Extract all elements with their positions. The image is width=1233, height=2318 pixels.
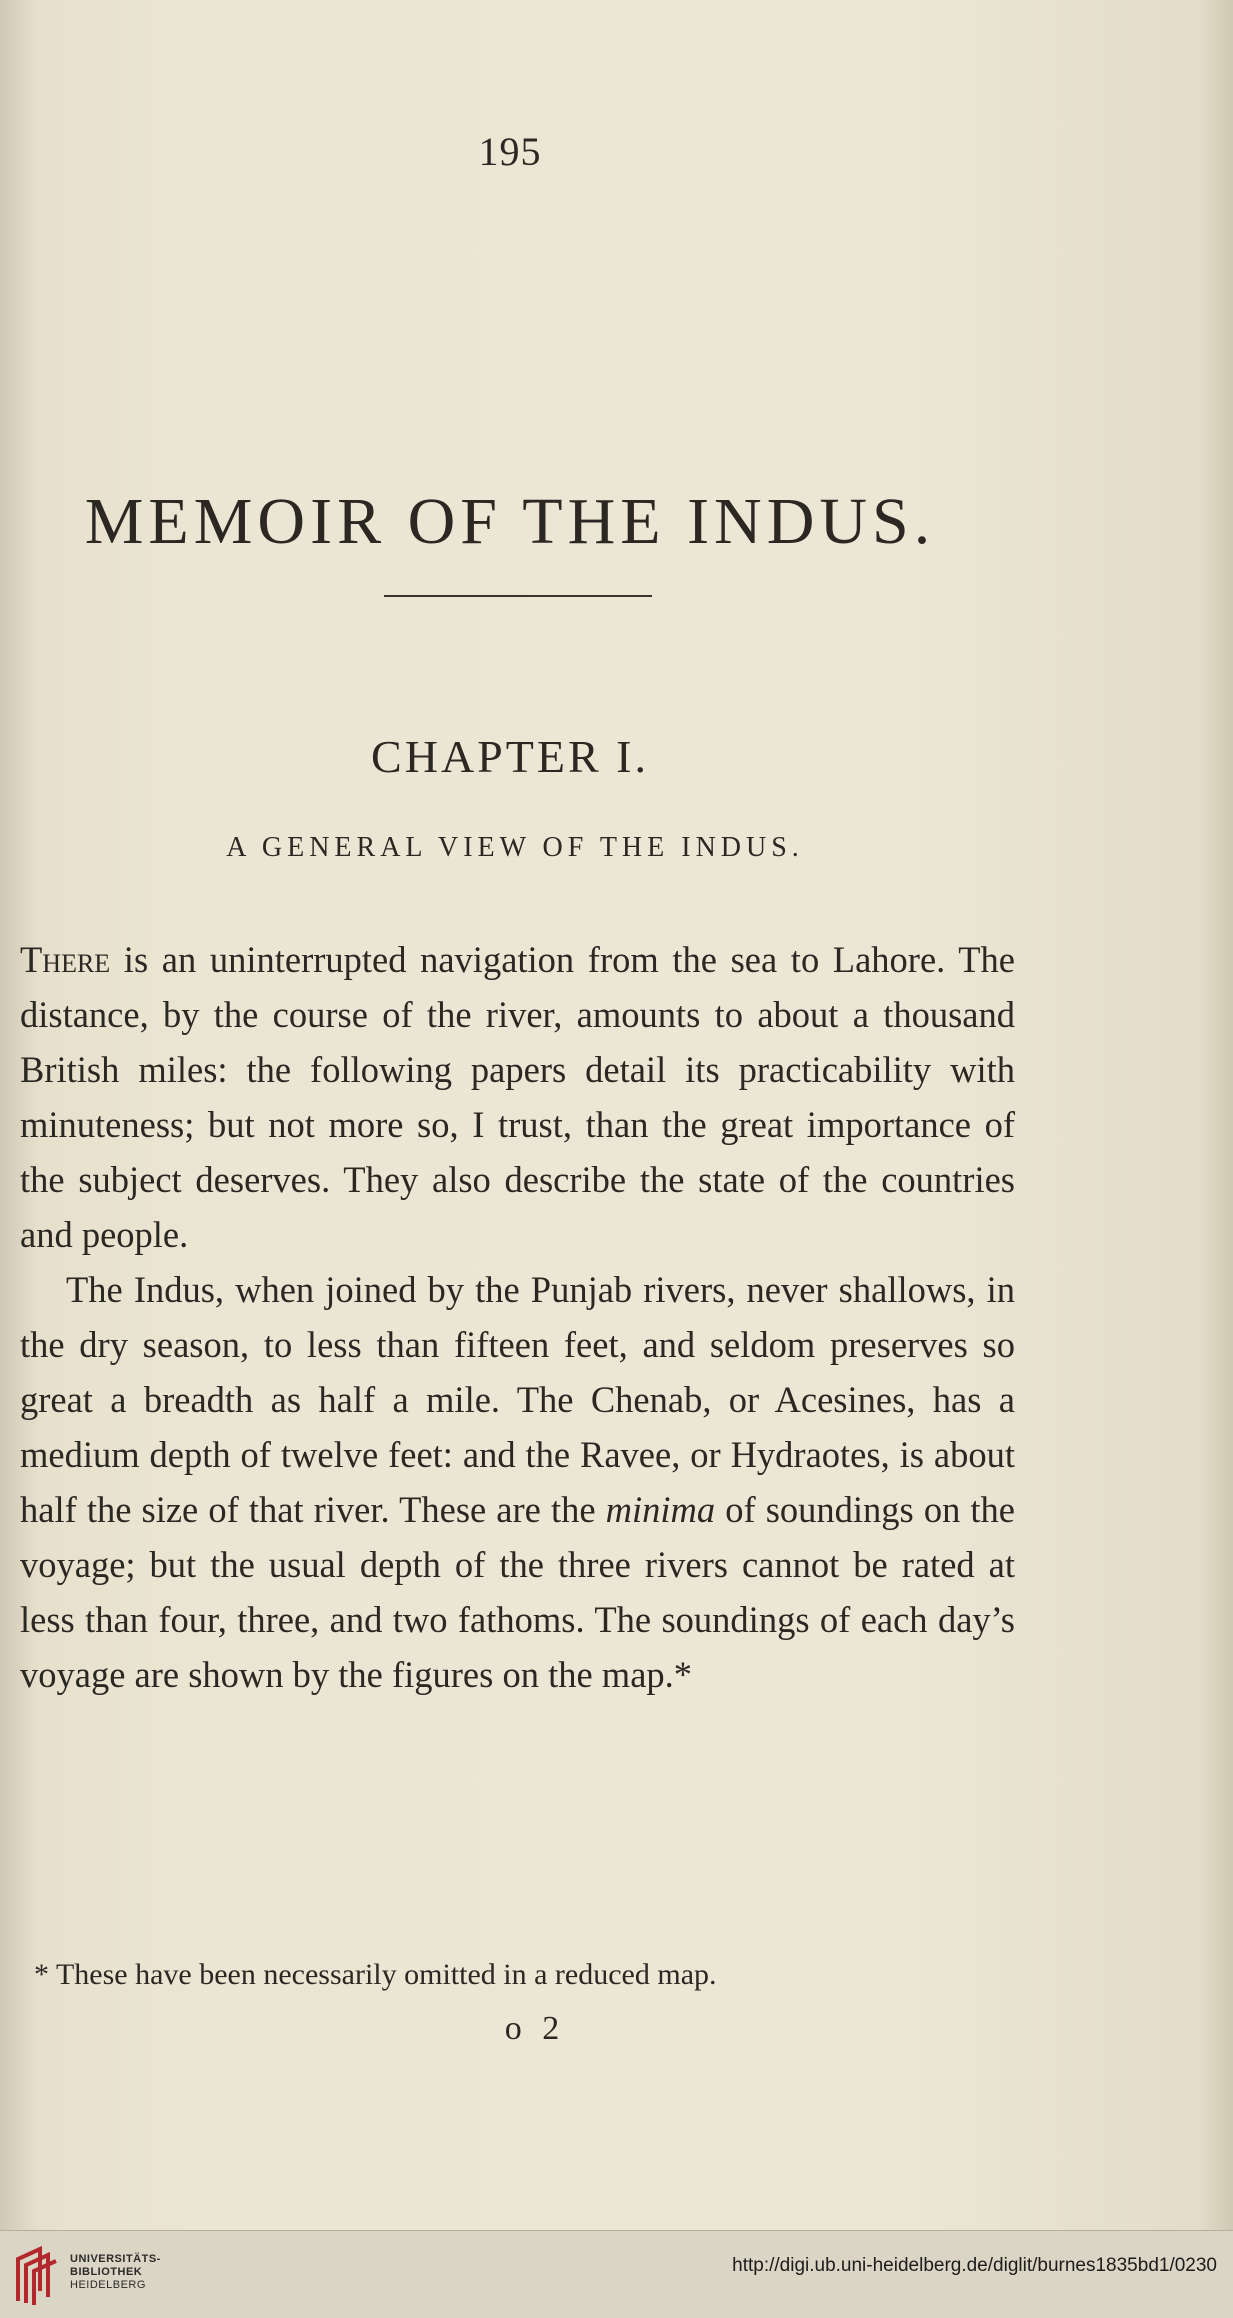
library-name-line-1: UNIVERSITÄTS- <box>70 2253 161 2265</box>
footer-bar <box>0 2230 1233 2318</box>
page-title: MEMOIR OF THE INDUS. <box>84 485 936 559</box>
paragraph-1-text: is an uninterrupted navigation from the sea to Lahore. The distance, by the course of the river, amounts to about a thousand British miles: the following papers detail its practicability with minuteness; but not more so, I trust, than the great importance of the subject deserves. They also describe the state of the countries and people. <box>20 939 1015 1255</box>
footnote: * These have been necessarily omitted in a reduced map. <box>34 1958 717 1991</box>
paragraph-lead-word: There <box>20 939 111 980</box>
chapter-subtitle: A GENERAL VIEW OF THE INDUS. <box>226 832 804 863</box>
chapter-heading: CHAPTER I. <box>371 731 649 782</box>
library-name-line-2: BIBLIOTHEK <box>70 2266 143 2278</box>
paragraph-1 <box>20 932 1015 1262</box>
paragraph-2-text-b: of soundings on the voyage; but the usual depth of the three rivers cannot be rated at less than four, three, and two fathoms. The soundings of each day’s voyage are shown by the figures on the map.* <box>20 1489 1016 1695</box>
library-name <box>70 2253 161 2292</box>
university-library-logo-icon <box>12 2245 64 2305</box>
body-text <box>20 932 1015 1702</box>
source-url-link[interactable]: http://digi.ub.uni-heidelberg.de/diglit/burnes1835bd1/0230 <box>732 2255 1217 2276</box>
page-number: 195 <box>478 129 542 174</box>
library-name-line-3: HEIDELBERG <box>70 2279 146 2291</box>
title-divider <box>384 595 652 597</box>
signature-mark: o 2 <box>504 2010 566 2047</box>
paragraph-2-italic-term: minima <box>605 1489 716 1530</box>
paragraph-2-text-a: The Indus, when joined by the Punjab rivers, never shallows, in the dry season, to less than fifteen feet, and seldom preserves so great a breadth as half a mile. The Chenab, or Acesines, has a medium depth of twelve feet: and the Ravee, or Hydraotes, is about half the size of that river. These are the <box>20 1269 1015 1530</box>
paragraph-2 <box>20 1262 1015 1702</box>
